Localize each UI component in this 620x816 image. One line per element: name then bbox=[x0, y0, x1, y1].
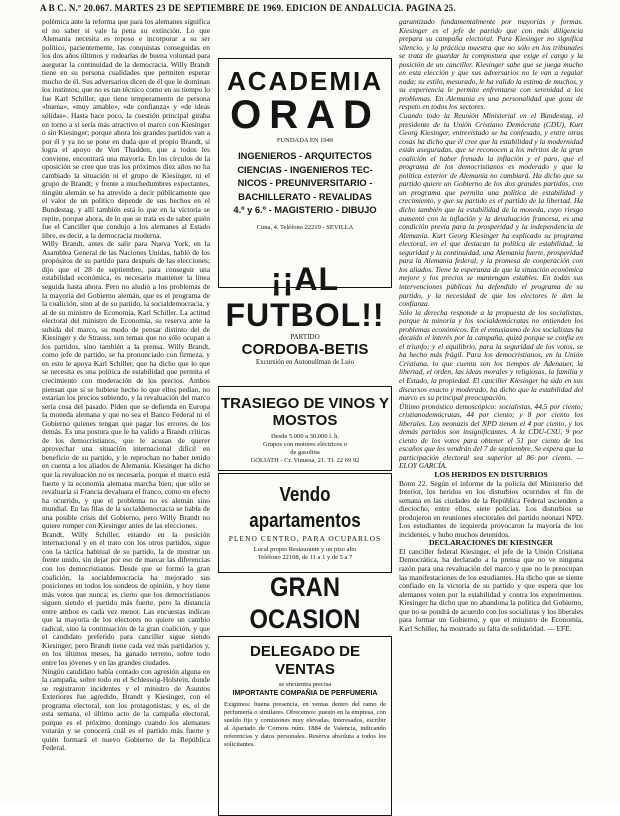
right-paragraph: El canciller federal Kiesinger, el jefe de la Unión Cristiana Democrática, ha declarado a la prensa que no ve ninguna razón para una revaluación del marco y que no le preocupan las manifestaciones de los estudiantes. Ha dicho que se siente confiado en la victoria de su partido y que espera que los alemanes voten por la estabilidad y contra los experimentos. Kiesinger ha dicho que no abandona la política del Gobierno, que no se pondrá de acuerdo con los socialistas y los liberales para formar un Gobierno, y que el ministro de Economía, Karl Schiller, ha mostrado su falta de solidaridad. — EFE. bbox=[399, 546, 583, 633]
ad-delegado-company: IMPORTANTE COMPAÑIA DE PERFUMERIA bbox=[232, 690, 378, 697]
ad-academia-name: ORAD bbox=[230, 93, 380, 137]
ad-academia-list-item: BACHILLERATO - REVALIDAS bbox=[238, 191, 372, 202]
ad-futbol-line: Excursión en Autopullman de Lujo bbox=[255, 358, 355, 364]
ad-gran-title: GRAN OCASION bbox=[249, 572, 361, 629]
right-paragraph: Sólo la derecha responde a la propuesta de los socialistas, porque la minoría y los socialdemócratas no entienden los problemas económicos. En el entusiasmo de los socialistas ha decaído el interés por la campaña, quizá porque se confía en el triunfo; y el equilibrio, para la seguridad de los votos, se ha hecho más frágil. Para los democristianos, en la Unión Cristiana, lo que cuenta son los tiempos de Adenauer, la libertad, el orden, las ideas morales y religiosas, la familia y el Estado, la propiedad. El canciller Kiesinger ha sido en sus discursos exacto y moderado, ha dicho que la estabilidad del marco es su principal preocupación. bbox=[399, 307, 583, 403]
left-paragraph: Willy Brandt, antes de salir para Nueva York, en la Asamblea General de las Naciones Unidas, habló de los propósitos de su partido para después de las elecciones; dijo que el 28 de septiembre, para conseguir una estabilidad económica, es necesario mantener la línea seguida hasta ahora. Pero no aludió a los problemas de la mayoría del Gobierno alemán, que es el programa de la coalición, sino al de su partido, la socialdemocracia, y al de su ministro de Economía, Karl Schiller. La actitud electoral del ministro de Economía, su reserva ante la subida del marco, su modo de pensar distinto del de Kiesinger y de Strauss, son temas que no sólo ocupan a los partidos, sino también a la prensa. Willy Brandt, como jefe de partido, se ha pronunciado con firmeza, y en esto le apoya Karl Schiller, que ha dicho que lo que se necesita es una política de estabilidad que permita el crecimiento con moderación de los precios. Ambos piensan que si se hubiese hecho lo que ellos pedían, no estarían los precios subiendo, y la revaluación del marco sería cosa del pasado. Piden que se defienda en Europa la moneda alemana y que no sea el Banco Federal ni el Gobierno quienes tengan que pagar los errores de los demás. Es una postura que le ha valido a Brandt críticas de los democristianos, que le acusan de querer aprovechar una situación internacional difícil en beneficio de su partido, y le reprochan no haber tenido en cuenta a los aliados de Alemania. Kiesinger ha dicho que la revaluación no es necesaria, porque el marco está fuerte y la economía alemana marcha bien; que sólo se revaluaría si Francia devaluara el franco, como en efecto ha ocurrido, y que el problema no es alemán sino mundial. En las filas de la socialdemocracia se habla de una posible crisis del Gobierno, pero Willy Brandt no quiere romper con Kiesinger antes de las elecciones. bbox=[42, 239, 210, 531]
ad-gran-ocasion bbox=[218, 571, 392, 629]
ad-trasiego-details bbox=[219, 433, 391, 465]
right-paragraph: garantizado fundamentalmente por mayorías y formas. Kiesinger es el jefe de partido que con más diligencia prepara su campaña electoral. Para Kiesinger no significa silencio, y la práctica muestra que no sólo en los tribunales se trata de guardar la compostura que exige el cargo y la posición de un canciller. Kiesinger sabe que se juega mucho en esta elección y que sus adversarios no le van a regalar nada; su estilo, mesurado, le ha valido la estima de muchos, y su experiencia le permite enfrentarse con serenidad a los problemas. En Alemania es una personalidad que goza de respeto en todos los sectores. bbox=[399, 18, 583, 112]
ad-academia-orad bbox=[218, 58, 392, 288]
ad-vendo-details bbox=[219, 546, 391, 562]
ad-trasiego-line: Grupos con motores eléctricos o bbox=[262, 441, 348, 448]
ad-vendo-line: Teléfono 22108, de 11 a 1 y de 5 a 7 bbox=[257, 554, 353, 561]
right-paragraph: Último pronóstico demoscópico: socialistas, 44,5 por ciento; cristianodemócratas, 44 por ciento; y 8 por ciento los liberales. Los neonazis del NPD tienen el 4 por ciento, y los demás partidos son insignificantes. A la CDU-CSU, 9 por ciento de los votos para obtener el 51 por ciento de los escaños que les vendrán del 7 de septiembre. Se espera que la participación electoral sea superior al 86 por ciento. — ELOY GARCÍA. bbox=[399, 401, 583, 471]
ad-trasiego bbox=[218, 386, 392, 471]
ad-vendo-title: Vendo apartamentos bbox=[249, 484, 361, 532]
ad-vendo-apartamentos bbox=[218, 473, 392, 573]
ad-vendo-sub: PLENO CENTRO, PARA OCUPARLOS bbox=[228, 534, 382, 543]
ad-delegado-sub: se encuentra precisa bbox=[278, 681, 332, 688]
ad-academia-list bbox=[219, 150, 391, 218]
ad-trasiego-title: TRASIEGO DE VINOS Y MOSTOS bbox=[220, 395, 390, 429]
ad-futbol-sub: PARTIDO bbox=[290, 333, 320, 341]
ad-academia-founded: FUNDADA EN 1949 bbox=[276, 137, 334, 144]
ad-futbol-title: ¡¡AL FUTBOL!! bbox=[225, 261, 385, 333]
left-paragraph: polémica ante la reforma que para los alemanes significa el no saber si vale la pena su extinción. Lo que Alemania necesita es reposo e incorporar a su ser político, pacientemente, las conquistas conseguidas en los dos años últimos y rodearlas de buena voluntad para asegurar la continuidad de la democracia. Willy Brandt tiene en su persona cualidades que permiten esperar mucho de él. Sus adversarios dicen de él que le dominan los instintos; que no es tan técnico como en su tiempo lo fue Karl Schiller, que tiene temperamento de persona «buena», «muy amable», «de confianza» y «de ideas sólidas». Hasta hace poco, la cuestión principal giraba en torno a si sería más atractivo el marco con Kiesinger o sin Kiesinger; porque ahora los grandes partidos van a por él y ya no se pone en duda que el propio Brandt, si logra el apoyo de Von Thadden, que a todos les conviene, encontrará una mayoría. En los círculos de la oposición se cree que tras los próximos diez años no ha cambiado la situación ni el grupo de Kiesinger, ni el grupo de Brandt; y frente a muchedumbres expectantes, ningún alemán se ha atrevido a decir públicamente que el valor de un político depende de sus hechos en el Bundestag, y allí también está lo que en la victoria se repite, porque ahora, de lo que se trata es de saber quién fue el Canciller que condujo a los alemanes al Estado libre, es decir, a la democracia moderna. bbox=[42, 18, 210, 240]
ad-vendo-line: Local propio Restaurante y un piso alto bbox=[253, 546, 357, 553]
right-subheading: LOS HERIDOS EN DISTURBIOS bbox=[434, 469, 548, 479]
ad-futbol-match: CORDOBA-BETIS bbox=[241, 341, 369, 358]
right-paragraph: Bonn 22. Según el informe de la policía del Ministerio del Interior, los heridos en los disturbios ocurridos el fin de semana en las ciudades de la República Federal ascienden a dieciocho, entre ellos, siete policías. Los disturbios se produjeron en reuniones electorales del partido neonazi NPD. Los estudiantes de izquierda provocaron la mayoría de los incidentes, y hubo muchos detenidos. bbox=[399, 478, 583, 539]
ad-academia-list-item: CIENCIAS - INGENIEROS TEC- bbox=[237, 164, 373, 175]
ad-academia-title: ACADEMIA bbox=[226, 66, 384, 96]
left-paragraph: Ningún candidato había contado con agresión alguna en la campaña, sobre todo en el Schleswig-Holstein, donde se registraron incidentes y el ministro de Asuntos Exteriores fue agredido. Brandt y Kiesinger, con el programa electoral, son los protagonistas; y es, el de esta semana, el último acto de la campaña electoral, porque es el próximo domingo cuando los alemanes votarán y se conocerá cuál es el partido más fuerte y quién formará el nuevo Gobierno de la República Federal. bbox=[42, 666, 210, 753]
ad-trasiego-line: GOLIATH - Cr. Vinuesa, 21. Tf. 22 69 92 bbox=[250, 457, 360, 464]
ad-delegado-body: Exigimos: buena presencia, en ventas dentro del ramo de perfumería o similares. Ofrecemos: puesto en la empresa, con sueldo fijo y comisiones muy elevadas. Interesados, escribir al Apartado de Correos núm. 1884 de Valencia, indicando referencias y datos personales. Reserva absoluta a todos los solicitantes. bbox=[224, 701, 386, 748]
ad-academia-list-item: INGENIEROS - ARQUITECTOS bbox=[238, 151, 372, 161]
ad-delegado-title: DELEGADO DE VENTAS bbox=[249, 643, 360, 678]
page-header: A B C. N.º 20.067. MARTES 23 DE SEPTIEMBRE DE 1969. EDICION DE ANDALUCIA. PAGINA 25. bbox=[40, 3, 456, 13]
ad-futbol bbox=[218, 261, 392, 364]
ad-delegado-ventas bbox=[218, 636, 392, 816]
ads-column bbox=[218, 18, 392, 798]
right-paragraph: Cuando todo la Reunión Ministerial en el Bundestag, el presidente de la Unión Cristiano Demócrata (CDU), Kurt Georg Kiesinger, entrevistado se ha confesado, y entre otras cosas ha dicho que él cree que la estabilidad y la modernidad están aseguradas, que se reconocen a los méritos de la gran coalición el haber frenado la inflación y el paro, que el programa de los democristianos es moderado y que la política exterior de Alemania no cambiará. Ha dicho que su partido quiere un Gobierno de los dos grandes partidos, con un programa que permita una política de estabilidad y crecimiento, y que su partido es el partido de la libertad. Ha dicho también que la estabilidad de la moneda, cuyo riesgo aumentó con la inflación y la devaluación francesa, es una condición previa para la prosperidad y la independencia de Alemania. Kurt Georg Kiesinger ha explicado su programa electoral, en el que destacan la política de estabilidad, la seguridad y la continuidad, una Alemania fuerte, prosperidad para la Alemania federal, y la promesa de cooperación con los aliados. Tiene la esperanza de que la situación económica mejore y los precios se mantengan estables. En todas sus intervenciones públicas ha defendido el programa de su partido, y la necesidad de que los electores le den la confianza. bbox=[399, 111, 583, 309]
left-paragraph: Brandt, Willy Schiller, estando en la posición internacional y en el trato con los otros partidos, sigue con la táctica habitual de su partido, la de mostrar un frente unido, sin dejar por eso de marcar las diferencias con los democristianos. Desde que se formó la gran coalición, la socialdemocracia ha mejorado sus posiciones en todos los sondeos de opinión, y hoy tiene más votos que nunca; es cierto que los democristianos siguen siendo el partido más fuerte, pero la distancia entre ambos es cada vez menor. Las encuestas indican que la mayoría de los electores no quiere un cambio radical, sino la continuación de la gran coalición, y que el candidato preferido para canciller sigue siendo Kiesinger; pero Brandt tiene cada vez más partidarios y, en los últimos meses, ha ganado terreno, sobre todo entre los jóvenes y en las grandes ciudades. bbox=[42, 529, 210, 668]
right-subheading: DECLARACIONES DE KIESINGER bbox=[428, 538, 554, 548]
ad-academia-address: Cuna, 4. Teléfono 22219 - SEVILLA bbox=[256, 223, 354, 231]
right-column-article bbox=[399, 18, 583, 798]
ad-trasiego-line: de gasolina bbox=[290, 449, 320, 456]
ad-trasiego-line: Desde 5.000 a 30.000 l. h. bbox=[270, 433, 340, 440]
ad-academia-list-item: NICOS - PREUNIVERSITARIO - bbox=[237, 178, 373, 189]
ad-academia-list-item: 4.º y 6.º - MAGISTERIO - DIBUJO bbox=[233, 205, 377, 216]
left-column-article bbox=[42, 18, 210, 798]
